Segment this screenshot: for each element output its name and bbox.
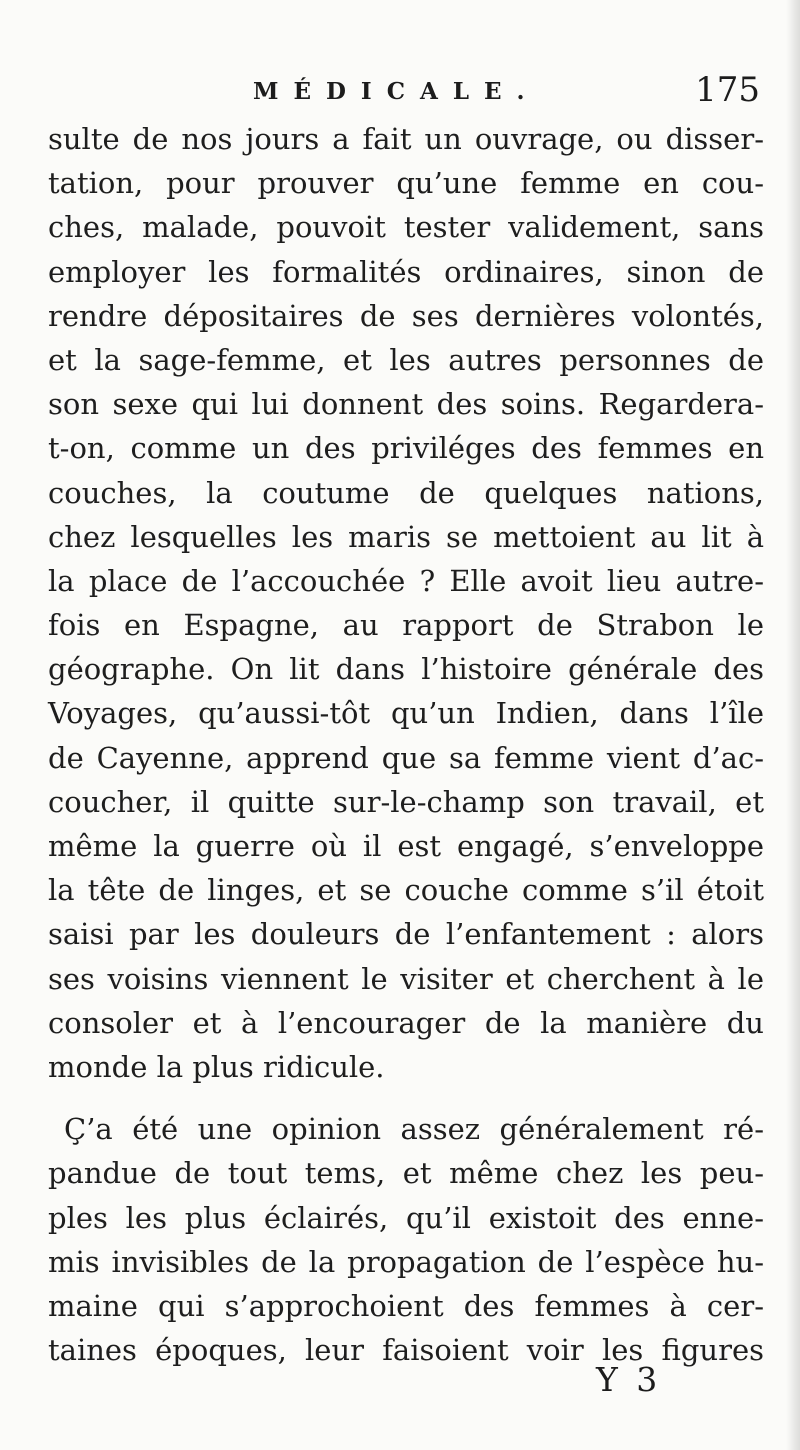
text-line: son sexe qui lui donnent des soins. Regardera- [48,387,764,422]
page-header [48,70,764,120]
text-line: mis invisibles de la propagation de l’espèce hu- [48,1244,764,1279]
text-line: maine qui s’approchoient des femmes à cer- [48,1288,764,1323]
page-number: 175 [695,70,760,110]
text-line: ses voisins viennent le visiter et cherchent à le [48,961,764,996]
text-line: monde la plus ridicule. [48,1049,385,1084]
paragraph-1 [48,117,764,1089]
signature-mark: Y 3 [596,1360,658,1399]
text-line: rendre dépositaires de ses dernières volontés, [48,298,764,333]
text-line: même la guerre où il est engagé, s’enveloppe [48,829,764,863]
text-line: pandue de tout tems, et même chez les peu- [48,1156,764,1191]
text-line: saisi par les douleurs de l’enfantement : alors [48,917,764,952]
text-line: tation, pour prouver qu’une femme en cou- [48,166,764,201]
text-line: la tête de linges, et se couche comme s’il étoit [48,873,764,908]
text-line: sulte de nos jours a fait un ouvrage, ou disser- [48,122,764,156]
text-line: taines époques, leur faisoient voir les figures [48,1333,764,1368]
page-edge-shadow [786,0,800,1450]
running-head: MÉDICALE. [253,78,540,105]
text-line: de Cayenne, apprend que sa femme vient d’ac- [48,740,764,775]
text-line: employer les formalités ordinaires, sinon de [48,254,764,289]
text-line: consoler et à l’encourager de la manière du [48,1005,764,1040]
text-line: ches, malade, pouvoit tester validement, sans [48,210,764,245]
body-text [48,117,764,1372]
text-line: et la sage-femme, et les autres personnes de [48,342,764,377]
text-line: t-on, comme un des priviléges des femmes en [48,431,764,466]
text-line: Ç’a été une opinion assez généralement ré- [64,1112,764,1147]
text-line: Voyages, qu’aussi-tôt qu’un Indien, dans l’île [48,696,764,731]
text-line: couches, la coutume de quelques nations, [48,475,764,510]
paragraph-gap [48,1089,764,1107]
text-line: ples les plus éclairés, qu’il existoit des enne- [48,1200,764,1235]
text-line: fois en Espagne, au rapport de Strabon le [48,608,764,643]
paragraph-2 [48,1107,764,1372]
text-line: la place de l’accouchée ? Elle avoit lieu autre- [48,563,764,598]
text-line: chez lesquelles les maris se mettoient au lit à [48,519,764,554]
text-line: coucher, il quitte sur-le-champ son travail, et [48,784,764,819]
text-line: géographe. On lit dans l’histoire générale des [48,652,764,687]
